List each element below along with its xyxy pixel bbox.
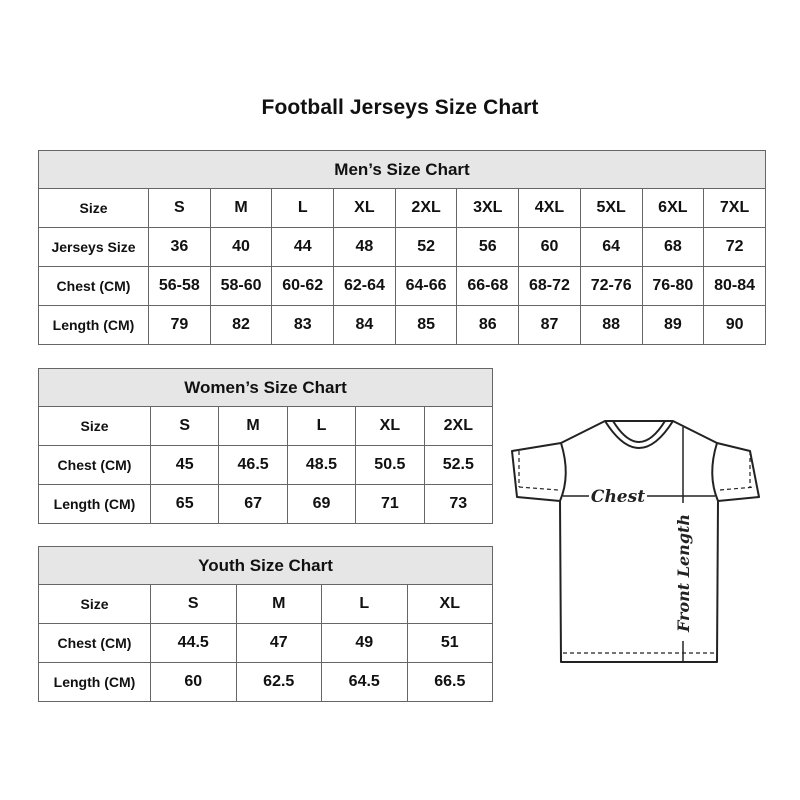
row-label: Chest (CM) xyxy=(39,446,151,485)
table-cell: 64-66 xyxy=(395,267,457,306)
table-cell: 40 xyxy=(210,228,272,267)
table-cell: 69 xyxy=(287,485,355,524)
table-cell: XL xyxy=(356,407,424,446)
row-label: Size xyxy=(39,407,151,446)
table-cell: 67 xyxy=(219,485,287,524)
table-cell: 66-68 xyxy=(457,267,519,306)
youth-size-chart-heading: Youth Size Chart xyxy=(39,547,493,585)
table-cell: 56 xyxy=(457,228,519,267)
table-cell: 82 xyxy=(210,306,272,345)
table-cell: 80-84 xyxy=(704,267,766,306)
t-shirt-icon xyxy=(505,415,767,670)
table-cell: 71 xyxy=(356,485,424,524)
table-cell: 64.5 xyxy=(322,663,408,702)
table-cell: 64 xyxy=(580,228,642,267)
table-cell: 36 xyxy=(149,228,211,267)
table-cell: 88 xyxy=(580,306,642,345)
table-cell: L xyxy=(322,585,408,624)
table-cell: 66.5 xyxy=(407,663,493,702)
table-cell: 79 xyxy=(149,306,211,345)
table-cell: 49 xyxy=(322,624,408,663)
table-cell: 68 xyxy=(642,228,704,267)
table-row xyxy=(39,407,493,446)
mens-size-table xyxy=(38,150,766,345)
table-cell: 87 xyxy=(519,306,581,345)
table-row xyxy=(39,485,493,524)
table-cell: 62.5 xyxy=(236,663,322,702)
table-cell: 45 xyxy=(151,446,219,485)
table-cell: S xyxy=(151,407,219,446)
row-label: Size xyxy=(39,585,151,624)
table-cell: 68-72 xyxy=(519,267,581,306)
table-cell: 50.5 xyxy=(356,446,424,485)
womens-size-table xyxy=(38,368,493,524)
table-cell: XL xyxy=(334,189,396,228)
table-row xyxy=(39,446,493,485)
table-cell: 56-58 xyxy=(149,267,211,306)
row-label: Length (CM) xyxy=(39,663,151,702)
table-cell: 2XL xyxy=(424,407,492,446)
row-label: Chest (CM) xyxy=(39,624,151,663)
table-cell: 60 xyxy=(151,663,237,702)
mens-size-chart-heading: Men’s Size Chart xyxy=(39,151,766,189)
table-cell: 52.5 xyxy=(424,446,492,485)
table-cell: 89 xyxy=(642,306,704,345)
table-cell: 85 xyxy=(395,306,457,345)
table-cell: 51 xyxy=(407,624,493,663)
table-row xyxy=(39,663,493,702)
row-label: Jerseys Size xyxy=(39,228,149,267)
table-cell: 52 xyxy=(395,228,457,267)
table-cell: 90 xyxy=(704,306,766,345)
table-cell: 72 xyxy=(704,228,766,267)
row-label: Chest (CM) xyxy=(39,267,149,306)
table-cell: 4XL xyxy=(519,189,581,228)
table-row xyxy=(39,624,493,663)
table-cell: M xyxy=(219,407,287,446)
table-cell: L xyxy=(272,189,334,228)
table-row xyxy=(39,189,766,228)
table-cell: 47 xyxy=(236,624,322,663)
table-cell: 60-62 xyxy=(272,267,334,306)
table-cell: 76-80 xyxy=(642,267,704,306)
table-cell: 62-64 xyxy=(334,267,396,306)
page-title: Football Jerseys Size Chart xyxy=(261,96,539,119)
table-cell: 83 xyxy=(272,306,334,345)
table-cell: S xyxy=(149,189,211,228)
table-cell: 60 xyxy=(519,228,581,267)
table-cell: 44 xyxy=(272,228,334,267)
table-cell: 6XL xyxy=(642,189,704,228)
table-cell: 7XL xyxy=(704,189,766,228)
youth-size-table xyxy=(38,546,493,702)
table-cell: 65 xyxy=(151,485,219,524)
table-cell: XL xyxy=(407,585,493,624)
table-cell: 48.5 xyxy=(287,446,355,485)
table-cell: 3XL xyxy=(457,189,519,228)
table-cell: 84 xyxy=(334,306,396,345)
table-cell: 2XL xyxy=(395,189,457,228)
row-label: Size xyxy=(39,189,149,228)
chest-label: Chest xyxy=(590,487,646,507)
table-cell: 5XL xyxy=(580,189,642,228)
table-cell: 86 xyxy=(457,306,519,345)
table-cell: 73 xyxy=(424,485,492,524)
table-row xyxy=(39,306,766,345)
table-row xyxy=(39,228,766,267)
table-cell: 46.5 xyxy=(219,446,287,485)
table-cell: 48 xyxy=(334,228,396,267)
table-cell: L xyxy=(287,407,355,446)
table-cell: 72-76 xyxy=(580,267,642,306)
table-row xyxy=(39,267,766,306)
table-cell: M xyxy=(210,189,272,228)
table-row xyxy=(39,585,493,624)
table-cell: 58-60 xyxy=(210,267,272,306)
front-length-label: Front Length xyxy=(674,513,693,633)
table-cell: S xyxy=(151,585,237,624)
table-cell: M xyxy=(236,585,322,624)
womens-size-chart-heading: Women’s Size Chart xyxy=(39,369,493,407)
table-cell: 44.5 xyxy=(151,624,237,663)
row-label: Length (CM) xyxy=(39,485,151,524)
row-label: Length (CM) xyxy=(39,306,149,345)
